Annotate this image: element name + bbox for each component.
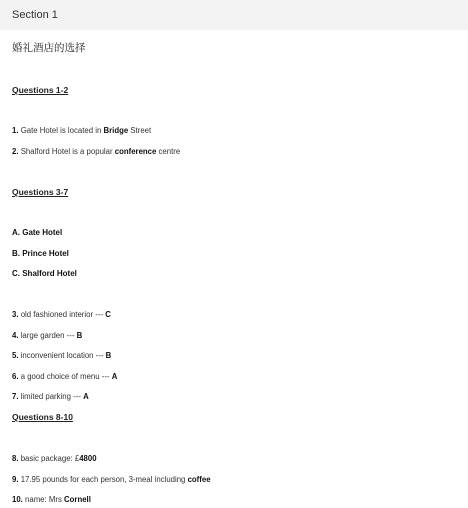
question-answer: B <box>105 351 112 360</box>
question-number: 1. <box>12 126 19 135</box>
question-number: 8. <box>12 454 19 463</box>
option-b: B. Prince Hotel <box>12 249 69 258</box>
question-text: old fashioned interior --- <box>20 310 104 319</box>
question-text-after: centre <box>158 147 181 156</box>
question-answer: 4800 <box>79 454 97 463</box>
question-text: Gate Hotel is located in <box>20 126 102 135</box>
question-number: 3. <box>12 310 19 319</box>
question-10 <box>12 495 91 504</box>
question-text-after: Street <box>130 126 152 135</box>
question-answer: Bridge <box>103 126 129 135</box>
question-5 <box>12 351 111 360</box>
question-9 <box>12 475 211 484</box>
question-6 <box>12 372 117 381</box>
question-number: 5. <box>12 351 19 360</box>
question-4 <box>12 331 82 340</box>
question-answer: B <box>76 331 83 340</box>
question-text: limited parking --- <box>20 392 81 401</box>
option-c: C. Shalford Hotel <box>12 269 77 278</box>
question-answer: A <box>111 372 118 381</box>
heading-questions-3-7: Questions 3-7 <box>12 187 69 197</box>
question-number: 4. <box>12 331 19 340</box>
question-2 <box>12 147 180 156</box>
option-a: A. Gate Hotel <box>12 228 63 237</box>
question-answer: coffee <box>187 475 211 484</box>
question-text: Shalford Hotel is a popular <box>20 147 113 156</box>
question-1 <box>12 126 151 135</box>
section-title: Section 1 <box>12 9 58 21</box>
question-number: 6. <box>12 372 19 381</box>
page-subtitle: 婚礼酒店的选择 <box>12 42 86 54</box>
heading-questions-1-2: Questions 1-2 <box>12 85 69 95</box>
question-text: 17.95 pounds for each person, 3-meal including <box>20 475 186 484</box>
question-answer: A <box>83 392 89 401</box>
question-number: 10. <box>12 495 23 504</box>
question-3 <box>12 310 111 319</box>
question-answer: Cornell <box>64 495 91 504</box>
question-text: name: Mrs <box>25 495 62 504</box>
question-text: a good choice of menu --- <box>20 372 110 381</box>
question-answer: conference <box>114 147 157 156</box>
question-answer: C <box>105 310 111 319</box>
heading-questions-8-10: Questions 8-10 <box>12 412 73 422</box>
question-8 <box>12 454 97 463</box>
question-text: inconvenient location --- <box>20 351 104 360</box>
question-7 <box>12 392 89 401</box>
question-text: basic package: £ <box>20 454 80 463</box>
section-header <box>0 0 468 30</box>
question-number: 9. <box>12 475 19 484</box>
question-number: 2. <box>12 147 19 156</box>
question-text: large garden --- <box>20 331 75 340</box>
question-number: 7. <box>12 392 19 401</box>
